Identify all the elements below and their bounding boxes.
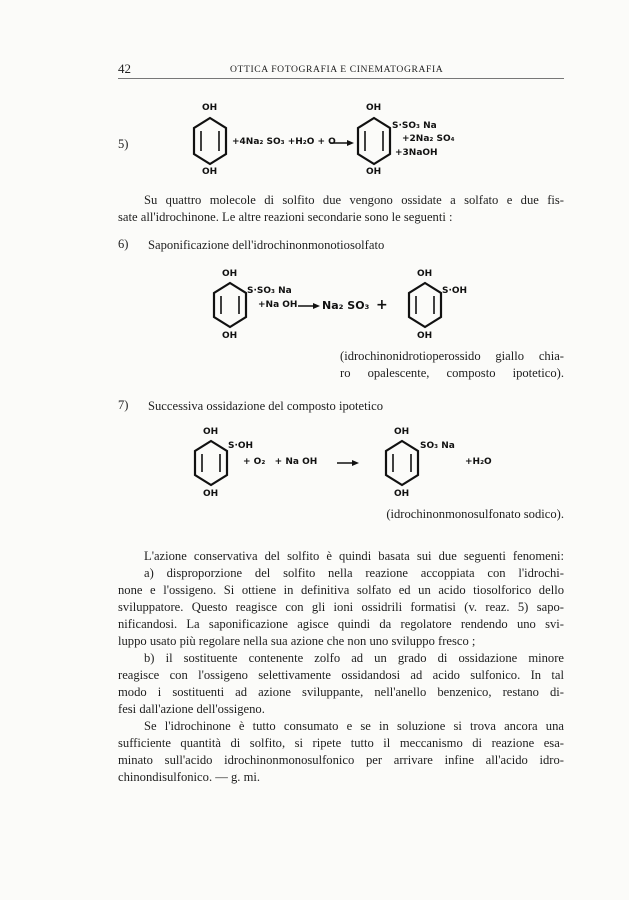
reaction-6-reagents: +Na OH (258, 300, 298, 310)
text-line: sate all'idrochinone. Le altre reazioni secondarie sono le seguenti : (118, 210, 453, 224)
reaction-5-reagents: +4Na₂ SO₃ +H₂O + O (232, 137, 336, 147)
text-line: (idrochinonidrotioperossido giallo chia- (340, 349, 564, 363)
reaction-7-substituent-right: SO₃ Na (420, 441, 455, 451)
reaction-6-oh-top-right: OH (417, 269, 433, 279)
reaction-6-substituent-right: S·OH (442, 286, 468, 296)
benzene-ring-icon (357, 118, 391, 164)
reaction-7-oh-top-right: OH (394, 427, 410, 437)
reaction-7-reagents: + O₂ + Na OH (243, 457, 318, 467)
reaction-7-oh-bottom-left: OH (203, 489, 219, 499)
text-line: L'azione conservativa del solfito è quindi basata sui due seguenti fenomeni: (144, 549, 564, 563)
text-line: reagisce con l'ossigeno selettivamente ossidandosi ad acido sulfonico. In tal (118, 668, 564, 682)
reaction-5-byproduct-sulfate: +2Na₂ SO₄ (402, 134, 455, 144)
reaction-7-oh-bottom-right: OH (394, 489, 410, 499)
benzene-ring-icon (213, 283, 247, 327)
reaction-6-substituent-left: S·SO₃ Na (247, 286, 292, 296)
running-title: OTTICA FOTOGRAFIA E CINEMATOGRAFIA (230, 64, 444, 75)
header-rule (118, 78, 564, 79)
reaction-7-label: 7) (118, 398, 129, 412)
reaction-6-note (340, 348, 564, 382)
paragraph-2 (118, 548, 564, 786)
benzene-ring-icon (193, 118, 227, 164)
text-line: nificandosi. La saponificazione agisce quindi da regolatore rendendo uno svi- (118, 617, 564, 631)
reaction-7-oh-top-left: OH (203, 427, 219, 437)
benzene-ring-icon (385, 441, 419, 485)
text-line: Se l'idrochinone è tutto consumato e se in soluzione si trova ancora una (144, 719, 564, 733)
reaction-arrow-icon (298, 302, 320, 310)
reaction-6-title: Saponificazione dell'idrochinonmonotiosolfato (148, 238, 385, 252)
reaction-6-oh-bottom-right: OH (417, 331, 433, 341)
reaction-6-plus: + (376, 297, 388, 313)
paragraph-1 (118, 192, 564, 226)
reaction-5-oh-bottom-left: OH (202, 167, 218, 177)
text-line: chinondisulfonico. — g. mi. (118, 770, 261, 784)
text-line: ro opalescente, composto ipotetico). (340, 366, 564, 380)
text-line: modo i sostituenti ad azione sviluppante, nell'anello benzenico, restano di- (118, 685, 564, 699)
reaction-7-substituent-left: S·OH (228, 441, 254, 451)
text-line: none e l'ossigeno. Si ottiene in definitiva solfato ed un acido tiosolforico dello (118, 583, 564, 597)
reaction-7-title: Successiva ossidazione del composto ipotetico (148, 399, 384, 413)
text-line: luppo usato più regolare nella sua azione che non uno sviluppo fresco ; (118, 634, 476, 648)
benzene-ring-icon (194, 441, 228, 485)
reaction-arrow-icon (337, 459, 359, 467)
text-line: sufficiente quantità di solfito, si ripete tutto il meccanismo di reazione esa- (118, 736, 564, 750)
text-line: Su quattro molecole di solfito due vengono ossidate a solfato e due fis- (144, 193, 564, 207)
text-line: a) disproporzione del solfito nella reazione accoppiata con l'idrochi- (144, 566, 564, 580)
reaction-6-oh-top-left: OH (222, 269, 238, 279)
reaction-arrow-icon (330, 139, 354, 147)
reaction-6-label: 6) (118, 237, 129, 251)
reaction-5-byproduct-naoh: +3NaOH (395, 148, 438, 158)
text-line: sviluppatore. Questo reagisce con gli ioni ossidrili formatisi (v. reaz. 5) sapo- (118, 600, 564, 614)
reaction-5-oh-top-left: OH (202, 103, 218, 113)
reaction-6-oh-bottom-left: OH (222, 331, 238, 341)
page-number: 42 (118, 61, 131, 76)
reaction-7-water: +H₂O (465, 457, 492, 467)
text-line: fesi dall'azione dell'ossigeno. (118, 702, 265, 716)
reaction-7-note: (idrochinonmonosulfonato sodico). (386, 507, 564, 521)
benzene-ring-icon (408, 283, 442, 327)
reaction-5-substituent: S·SO₃ Na (392, 121, 437, 131)
reaction-5-label: 5) (118, 137, 129, 151)
text-line: minato sull'acido idrochinonmonosulfonico per arrivare infine all'acido idro- (118, 753, 564, 767)
reaction-6-product-sulfite: Na₂ SO₃ (322, 299, 370, 312)
reaction-5-oh-bottom-right: OH (366, 167, 382, 177)
reaction-5-oh-top-right: OH (366, 103, 382, 113)
text-line: b) il sostituente contenente zolfo ad un grado di ossidazione minore (144, 651, 564, 665)
